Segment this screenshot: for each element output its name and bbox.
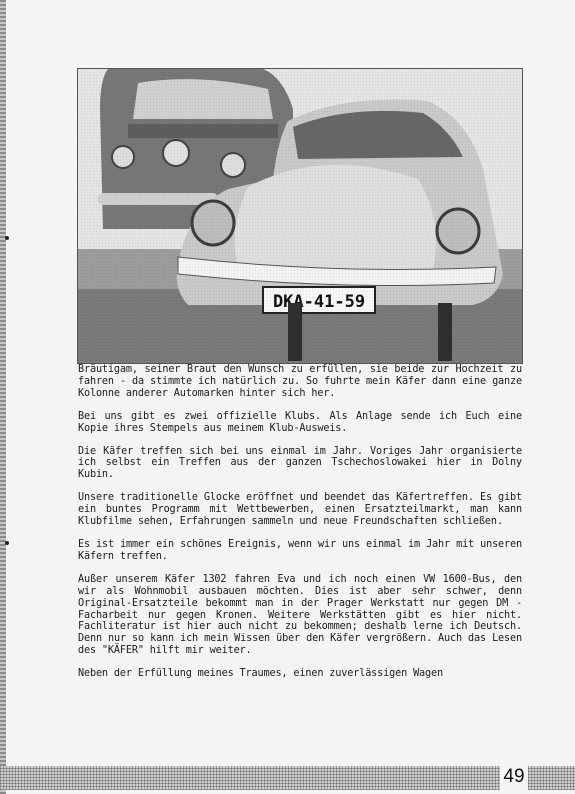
paragraph: Neben der Erfüllung meines Traumes, einen zuverlässigen Wagen bbox=[78, 668, 443, 680]
footer-band bbox=[0, 766, 500, 790]
article-body bbox=[78, 364, 522, 691]
footer-band bbox=[528, 766, 575, 790]
paragraph: Die Käfer treffen sich bei uns einmal im Jahr. Voriges Jahr organisierte ich selbst ein Treffen aus der ganzen Tschechoslowakei hier in Dolny Kubin. bbox=[78, 445, 522, 481]
paragraph: Es ist immer ein schönes Ereignis, wenn wir uns einmal im Jahr mit unseren Käfern treffen. bbox=[78, 538, 522, 562]
photo-illustration bbox=[78, 69, 522, 363]
paragraph: Bräutigam, seiner Braut den Wunsch zu erfüllen, sie beide zur Hochzeit zu fahren - da stimmte ich natürlich zu. So fuhrte mein Käfer dann eine ganze Kolonne anderer Automarken hinter sich her. bbox=[78, 364, 522, 399]
vw-beetle-photo bbox=[77, 68, 523, 364]
page-number: 49 bbox=[500, 764, 528, 790]
paragraph: Unsere traditionelle Glocke eröffnet und beendet das Käfertreffen. Es gibt ein buntes Programm mit Wettbewerben, einen Ersatzteilmarkt, man kann Klubfilme sehen, Erfahrungen sammeln und neue Freundschaften schließen. bbox=[78, 492, 522, 528]
scan-left-edge bbox=[0, 0, 6, 794]
binding-hole bbox=[5, 541, 9, 545]
paragraph: Bei uns gibt es zwei offizielle Klubs. Als Anlage sende ich Euch eine Kopie ihres Stempels aus meinem Klub-Ausweis. bbox=[78, 410, 522, 434]
binding-hole bbox=[5, 236, 9, 240]
paragraph: Außer unserem Käfer 1302 fahren Eva und ich noch einen VW 1600-Bus, den wir als Wohnmobil ausbauen möchten. Dies ist aber sehr schwer, denn Original-Ersatzteile bekommt man in der Prager Werkstatt nur gegen DM - Facharbeit nur gegen Kronen. Weitere Werkstätten gibt es hier nicht. Fachliteratur ist hier auch nicht zu bekommen; deshalb lerne ich Deutsch. Denn nur so kann ich mein Wissen über den Käfer vergrößern. Auch das Lesen des "KÄFER" hilft mir weiter. bbox=[78, 573, 522, 657]
